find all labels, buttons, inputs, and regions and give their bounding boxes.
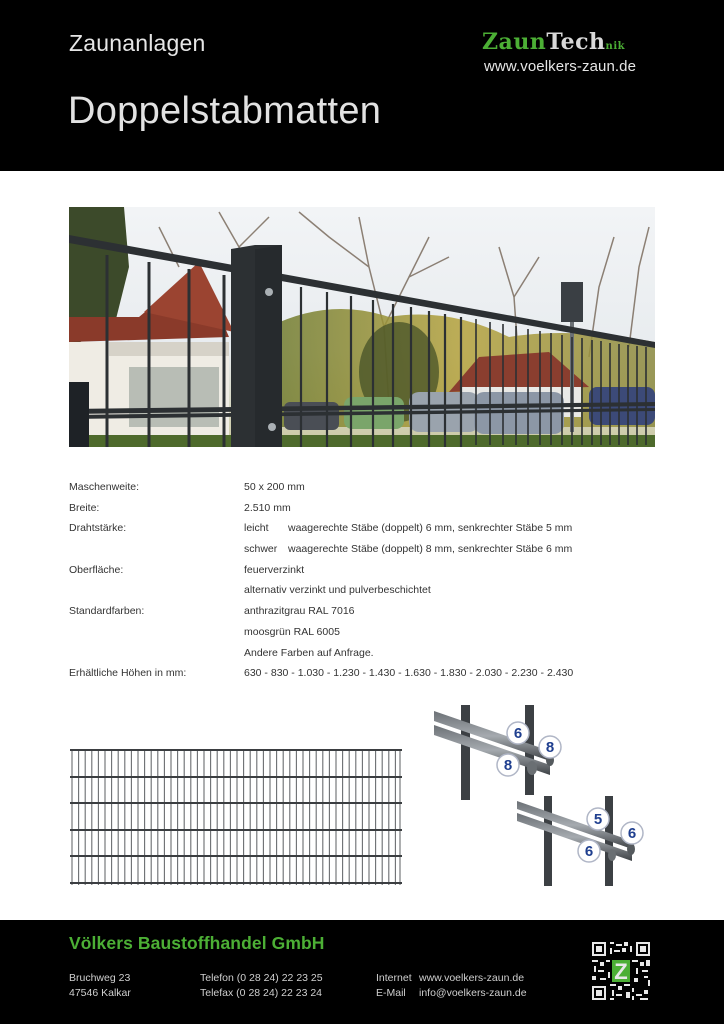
spec-value: anthrazitgrau RAL 7016 [244,605,355,618]
badge-light-right [621,822,643,844]
spec-value: alternativ verzinkt und pulverbeschichtet [244,584,431,597]
web-column [376,971,527,1001]
qr-code[interactable] [590,940,652,1002]
spec-value: moosgrün RAL 6005 [244,625,340,638]
city: 47546 Kalkar [69,987,131,999]
fence-photo-image [69,207,655,447]
spec-value: 50 x 200 mm [244,481,305,493]
spec-row-oberflaeche-alt [69,583,669,604]
address-column [69,971,131,1001]
email-link[interactable]: info@voelkers-zaun.de [419,987,527,999]
spec-label: Breite: [69,501,100,514]
fence-panel-diagram [70,747,402,887]
fax-number: Telefax (0 28 24) 22 23 24 [200,987,323,999]
spec-value: 630 - 830 - 1.030 - 1.230 - 1.430 - 1.630 - 1.830 - 2.030 - 2.230 - 2.430 [244,667,574,680]
spec-row-oberflaeche [69,563,669,584]
spec-label: Drahtstärke: [69,522,127,535]
spec-value: feuerverzinkt [244,563,305,576]
page-title: Doppelstabmatten [68,90,382,132]
logo-url[interactable]: www.voelkers-zaun.de [484,58,637,75]
spec-row-hoehen [69,666,669,687]
spec-value: 2.510 mm [244,501,291,514]
svg-text:Z: Z [614,959,628,984]
spec-row-drahtstaerke-leicht [69,521,669,542]
spec-label: Maschenweite: [69,481,140,493]
spec-value-group [244,521,572,535]
fence-panel-image [70,747,402,887]
svg-text:8: 8 [503,757,513,774]
spec-row-standardfarben [69,604,669,625]
spec-value: waagerechte Stäbe (doppelt) 6 mm, senkrechter Stäbe 5 mm [288,522,573,535]
logo-wordmark [482,31,662,58]
spec-table [69,480,669,687]
phone-number[interactable]: Telefon (0 28 24) 22 23 25 [200,972,323,984]
rod-thickness-detail [432,703,660,889]
spec-row-drahtstaerke-schwer [69,542,669,563]
logo-part-zaun: Zaun [482,29,547,55]
zauntechnik-logo[interactable] [482,31,662,75]
phone-column [200,971,323,1001]
badge-light-top [587,808,609,830]
svg-text:6: 6 [513,725,523,742]
qr-code-icon [590,940,652,1002]
spec-label: Erhältliche Höhen in mm: [69,667,187,680]
spec-value-group [244,542,572,556]
category-label: Zaunanlagen [69,30,206,56]
logo-part-nik: nik [605,41,626,52]
svg-text:8: 8 [545,739,555,756]
spec-value: Andere Farben auf Anfrage. [244,646,374,659]
internet-label: Internet [376,972,412,984]
spec-value: waagerechte Stäbe (doppelt) 8 mm, senkrechter Stäbe 6 mm [288,543,573,556]
company-name: Völkers Baustoffhandel GmbH [69,933,325,953]
email-row [376,986,527,1001]
spec-label: Standardfarben: [69,605,145,618]
spec-row-maschenweite [69,480,669,501]
svg-text:6: 6 [584,843,594,860]
spec-label: Oberfläche: [69,563,124,576]
badge-heavy-top [507,722,529,744]
page-header [0,0,724,171]
street: Bruchweg 23 [69,972,131,984]
spec-row-breite [69,501,669,522]
spec-sublabel: leicht [244,522,269,535]
spec-row-andere-farben [69,646,669,667]
spec-row-farbe-moosgruen [69,625,669,646]
fence-photo [69,207,655,447]
page-footer [0,920,724,1024]
spec-sublabel: schwer [244,543,278,556]
badge-heavy-left [497,754,519,776]
website-link[interactable]: www.voelkers-zaun.de [419,972,525,984]
internet-row [376,971,527,986]
rod-detail-image [432,703,660,889]
badge-light-left [578,840,600,862]
email-label: E-Mail [376,987,406,999]
badge-heavy-right [539,736,561,758]
logo-part-tech: Tech [546,29,606,55]
svg-text:5: 5 [593,811,603,828]
svg-text:6: 6 [627,825,637,842]
